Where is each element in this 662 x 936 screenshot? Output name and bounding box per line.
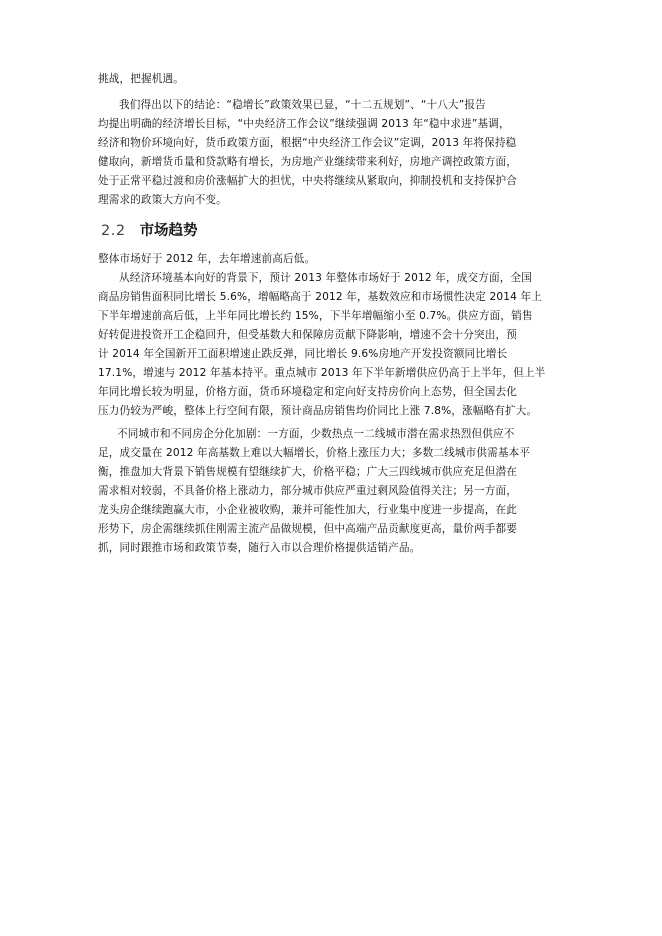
paragraph-line: 商品房销售面积同比增长 5.6%，增幅略高于 2012 年，基数效应和市场惯性决定 2014 年上 bbox=[98, 291, 543, 303]
paragraph-line: 健取向，新增货币量和贷款略有增长，为房地产业继续带来利好，房地产调控政策方面， bbox=[98, 156, 518, 168]
paragraph-line: 压力仍较为严峻，整体上行空间有限，预计商品房销售均价同比上涨 7.8%，涨幅略有扩大。 bbox=[98, 405, 538, 417]
paragraph-line: 17.1%，增速与 2012 年基本持平。重点城市 2013 年下半年新增供应仍高于上半年，但上半 bbox=[98, 367, 546, 379]
paragraph-line: 抓，同时跟推市场和政策节奏，随行入市以合理价格提供适销产品。 bbox=[98, 542, 421, 554]
section-number: 2.2 bbox=[101, 223, 126, 239]
paragraph-line: 处于正常平稳过渡和房价涨幅扩大的担忧，中央将继续从紧取向，抑制投机和支持保护合 bbox=[98, 175, 518, 187]
paragraph-line: 足，成交量在 2012 年高基数上难以大幅增长，价格上涨压力大；多数二线城市供需基本平 bbox=[98, 447, 531, 459]
paragraph-line: 挑战，把握机遇。 bbox=[98, 73, 184, 85]
market-summary: 整体市场好于 2012 年，去年增速前高后低。 bbox=[98, 253, 316, 265]
section-title: 市场趋势 bbox=[139, 223, 198, 239]
paragraph-line: 从经济环境基本向好的背景下，预计 2013 年整体市场好于 2012 年，成交方面，全国 bbox=[119, 272, 532, 284]
paragraph-line: 形势下，房企需继续抓住刚需主流产品做规模，但中高端产品贡献度更高，量价两手都要 bbox=[98, 523, 518, 535]
paragraph-line: 我们得出以下的结论：“稳增长”政策效果已显，“十二五规划”、“十八大”报告 bbox=[119, 99, 486, 111]
paragraph-line: 经济和物价环境向好，货币政策方面，根据“中央经济工作会议”定调，2013 年将保持稳 bbox=[98, 137, 517, 149]
conclusion-paragraph bbox=[98, 96, 568, 210]
differentiation-paragraph bbox=[98, 425, 568, 558]
paragraph-line: 龙头房企继续跑赢大市，小企业被收购，兼并可能性加大，行业集中度进一步提高，在此 bbox=[98, 504, 518, 516]
intro-paragraph bbox=[98, 70, 568, 89]
paragraph-line: 计 2014 年全国新开工面积增速止跌反弹，同比增长 9.6%房地产开发投资额同比增长 bbox=[98, 348, 508, 360]
paragraph-line: 下半年增速前高后低，上半年同比增长约 15%，下半年增幅缩小至 0.7%。供应方面，销售 bbox=[98, 310, 533, 322]
paragraph-line: 不同城市和不同房企分化加剧：一方面，少数热点一二线城市潜在需求热烈但供应不 bbox=[117, 428, 515, 440]
paragraph-line: 好转促进投资开工企稳回升，但受基数大和保障房贡献下降影响，增速不会十分突出，预 bbox=[98, 329, 518, 341]
section-heading bbox=[101, 220, 198, 242]
paragraph-line: 衡，推盘加大背景下销售规模有望继续扩大，价格平稳；广大三四线城市供应充足但潜在 bbox=[98, 466, 518, 478]
paragraph-line: 年同比增长较为明显，价格方面，货币环境稳定和定向好支持房价向上态势，但全国去化 bbox=[98, 386, 518, 398]
market-paragraph bbox=[98, 250, 568, 421]
paragraph-line: 需求相对较弱，不具备价格上涨动力，部分城市供应严重过剩风险值得关注；另一方面， bbox=[98, 485, 518, 497]
paragraph-line: 均提出明确的经济增长目标，“中央经济工作会议”继续强调 2013 年“稳中求进”基调， bbox=[98, 118, 510, 130]
paragraph-line: 理需求的政策大方向不变。 bbox=[98, 194, 227, 206]
